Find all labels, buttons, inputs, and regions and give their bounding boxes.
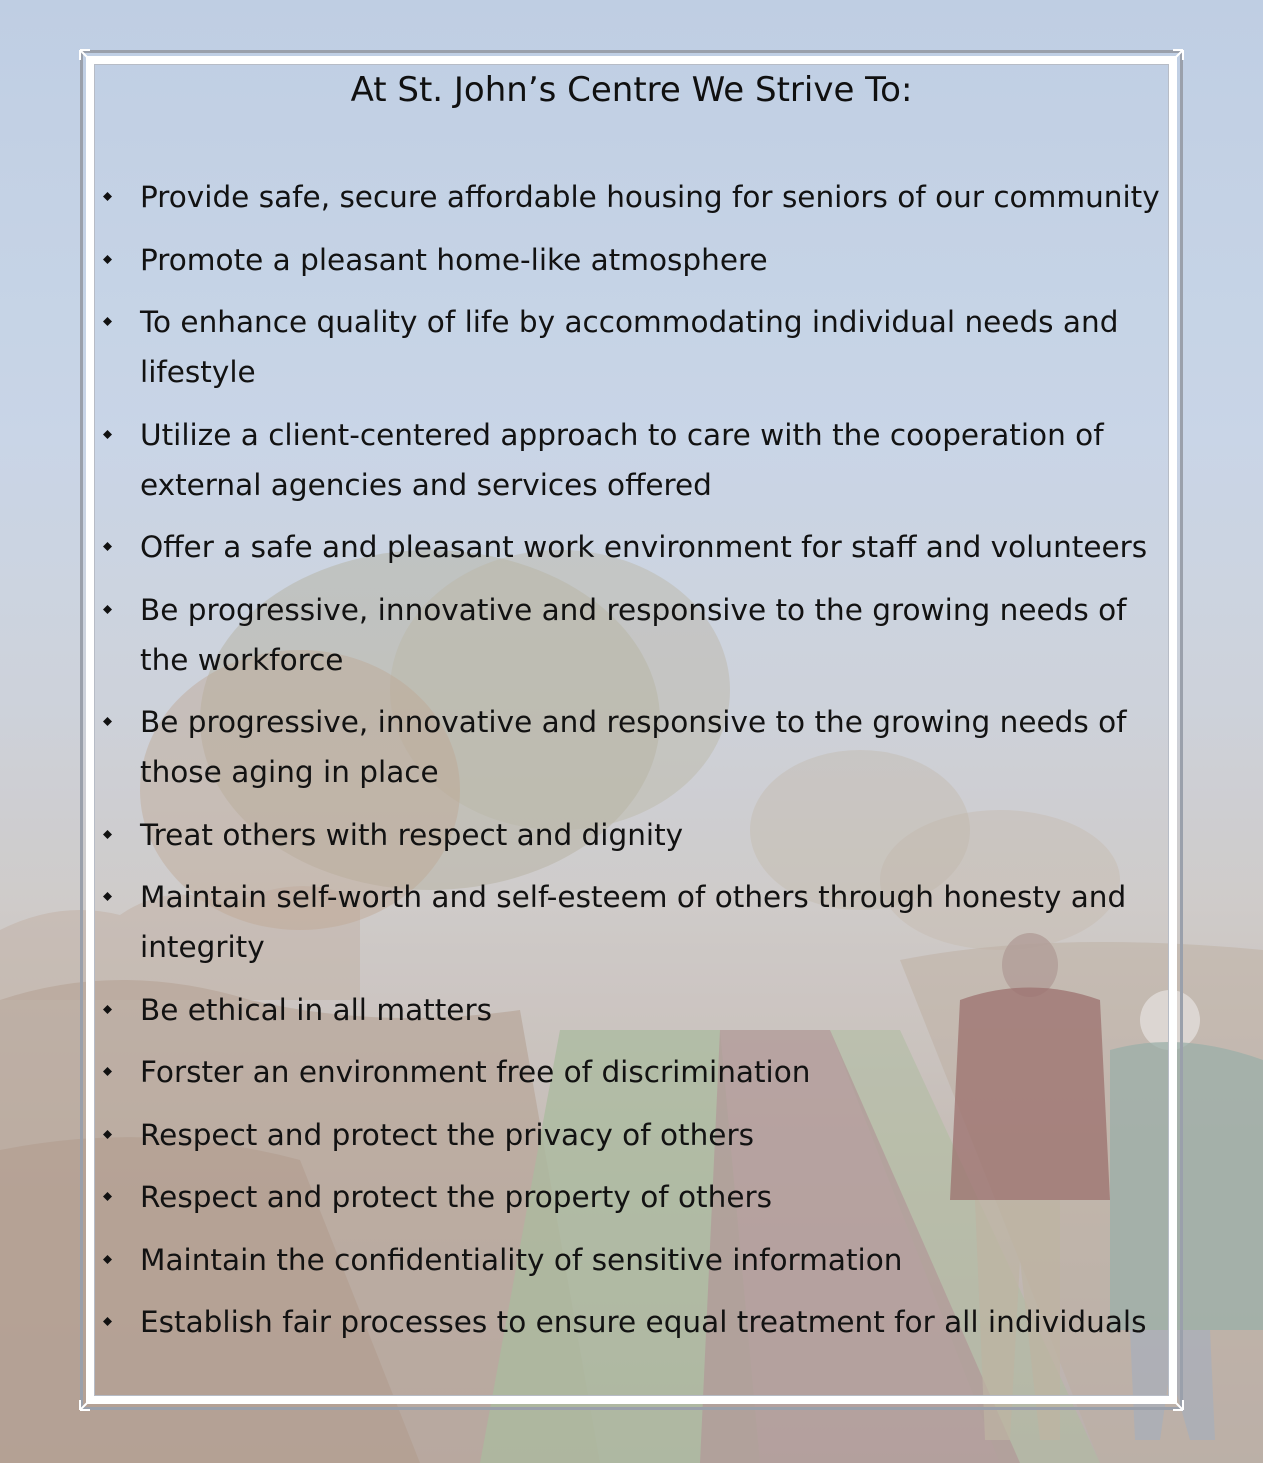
list-item (100, 1297, 1170, 1347)
list-item-text: Maintain self-worth and self-esteem of others through honesty and integrity (140, 880, 1127, 964)
corner-ornament-icon (1171, 48, 1185, 62)
corner-ornament-icon (1171, 1398, 1185, 1412)
list-item-text: Be ethical in all matters (140, 992, 492, 1027)
diamond-bullet-icon (103, 717, 112, 726)
diamond-bullet-icon (103, 542, 112, 551)
list-item-text: Offer a safe and pleasant work environment for staff and volunteers (140, 530, 1148, 564)
diamond-bullet-icon (103, 1317, 112, 1326)
list-item (100, 410, 1170, 510)
diamond-bullet-icon (103, 605, 112, 614)
list-item (100, 522, 1170, 572)
diamond-bullet-icon (103, 1192, 112, 1201)
list-item-text: Treat others with respect and dignity (140, 817, 684, 852)
list-item (100, 810, 1170, 860)
diamond-bullet-icon (103, 430, 112, 439)
list-item-text: Respect and protect the property of others (140, 1180, 772, 1214)
list-item (100, 235, 1170, 285)
list-item-text: Establish fair processes to ensure equal treatment for all individuals (140, 1305, 1147, 1339)
list-item (100, 1172, 1170, 1222)
list-item-text: Provide safe, secure affordable housing for seniors of our community (140, 180, 1160, 214)
corner-ornament-icon (78, 48, 92, 62)
diamond-bullet-icon (103, 1130, 112, 1139)
list-item (100, 297, 1170, 397)
list-item (100, 697, 1170, 797)
list-item-text: To enhance quality of life by accommodating individual needs and lifestyle (140, 305, 1119, 389)
list-item (100, 585, 1170, 685)
list-item (100, 172, 1170, 222)
page-title: At St. John’s Centre We Strive To: (350, 70, 913, 110)
list-item (100, 985, 1170, 1035)
diamond-bullet-icon (103, 1005, 112, 1014)
list-item-text: Utilize a client-centered approach to care with the cooperation of external agencies and services offered (140, 417, 1104, 502)
diamond-bullet-icon (103, 255, 112, 264)
list-item (100, 1047, 1170, 1097)
strive-list (100, 172, 1170, 1360)
list-item (100, 872, 1170, 972)
list-item-text: Promote a pleasant home-like atmosphere (140, 242, 768, 277)
list-item (100, 1235, 1170, 1285)
diamond-bullet-icon (103, 892, 112, 901)
diamond-bullet-icon (103, 317, 112, 326)
list-item-text: Be progressive, innovative and responsive to the growing needs of the workforce (140, 592, 1127, 677)
diamond-bullet-icon (103, 830, 112, 839)
diamond-bullet-icon (103, 1067, 112, 1076)
diamond-bullet-icon (103, 1255, 112, 1264)
list-item-text: Forster an environment free of discrimination (140, 1055, 811, 1089)
diamond-bullet-icon (103, 192, 112, 201)
list-item-text: Maintain the confidentiality of sensitive information (140, 1242, 903, 1277)
corner-ornament-icon (78, 1398, 92, 1412)
list-item (100, 1110, 1170, 1160)
list-item-text: Be progressive, innovative and responsive to the growing needs of those aging in place (140, 705, 1127, 789)
list-item-text: Respect and protect the privacy of others (140, 1117, 754, 1152)
